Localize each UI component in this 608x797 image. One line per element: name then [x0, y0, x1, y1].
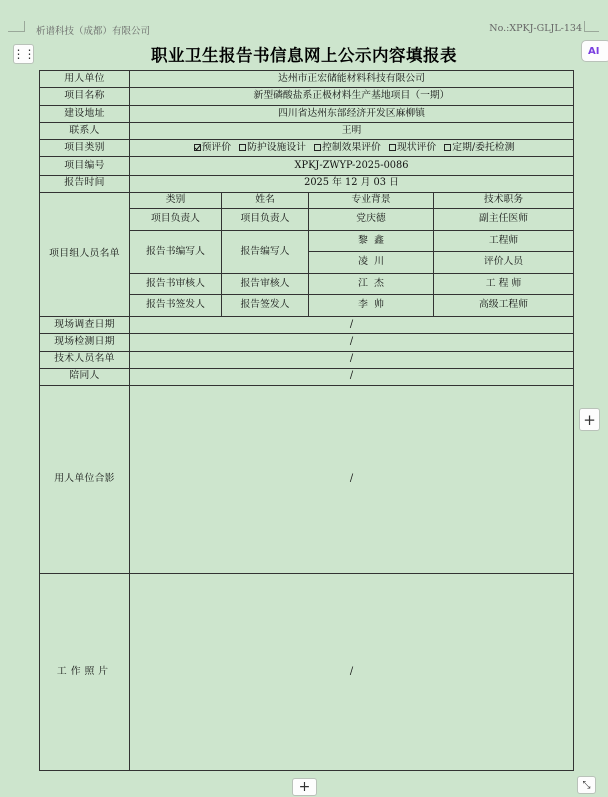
row-technicians: [40, 351, 574, 368]
personnel-role[interactable]: 报告签发人: [222, 295, 309, 317]
col-header-category: 类别: [130, 192, 222, 208]
personnel-name[interactable]: 党庆德: [309, 208, 434, 230]
personnel-title[interactable]: 副主任医师: [434, 208, 574, 230]
group-photo-value[interactable]: /: [130, 385, 574, 573]
option-periodic-detection: 定期/委托检测: [452, 142, 515, 154]
personnel-name[interactable]: 江 杰: [309, 274, 434, 295]
address-label: 建设地址: [40, 106, 130, 123]
checkbox-control-effect[interactable]: [314, 144, 321, 151]
group-photo-label: 用人单位合影: [40, 385, 130, 573]
contact-label: 联系人: [40, 123, 130, 140]
personnel-role[interactable]: 项目负责人: [222, 208, 309, 230]
page-title: 职业卫生报告书信息网上公示内容填报表: [151, 46, 457, 65]
personnel-name[interactable]: 李 帅: [309, 295, 434, 317]
option-control-effect: 控制效果评价: [322, 142, 381, 154]
row-project-type: [40, 140, 574, 157]
work-photo-value[interactable]: /: [130, 573, 574, 770]
detection-date-label: 现场检测日期: [40, 334, 130, 351]
corner-mark-top-left: [8, 21, 25, 32]
row-escort: [40, 368, 574, 385]
report-date-value[interactable]: 2025 年 12 月 03 日: [130, 175, 574, 192]
row-work-photo: [40, 573, 574, 770]
add-column-button[interactable]: +: [579, 408, 600, 431]
ai-icon: AI: [588, 45, 600, 57]
project-no-label: 项目编号: [40, 157, 130, 175]
drag-handle-icon[interactable]: ⋮⋮: [13, 44, 34, 64]
personnel-category: 报告书编写人: [130, 230, 222, 273]
personnel-role[interactable]: 报告审核人: [222, 274, 309, 295]
report-form-table: [39, 70, 574, 771]
employer-value[interactable]: 达州市正宏储能材料科技有限公司: [130, 71, 574, 88]
checkbox-periodic-detection[interactable]: [444, 144, 451, 151]
personnel-header-row: [40, 192, 574, 208]
technicians-label: 技术人员名单: [40, 351, 130, 368]
checkbox-pre-evaluation[interactable]: [194, 144, 201, 151]
option-status-evaluation: 现状评价: [396, 142, 437, 154]
col-header-title: 技术职务: [434, 192, 574, 208]
header-doc-number: No.:XPKJ-GLJL-134: [489, 23, 582, 34]
survey-date-label: 现场调查日期: [40, 317, 130, 334]
row-address: [40, 106, 574, 123]
row-report-date: [40, 175, 574, 192]
personnel-label: 项目组人员名单: [40, 192, 130, 317]
personnel-category: 报告书签发人: [130, 295, 222, 317]
col-header-background: 专业背景: [309, 192, 434, 208]
project-type-label: 项目类别: [40, 140, 130, 157]
address-value[interactable]: 四川省达州东部经济开发区麻柳镇: [130, 106, 574, 123]
work-photo-label: 工作照片: [40, 573, 130, 770]
col-header-name: 姓名: [222, 192, 309, 208]
checkbox-status-evaluation[interactable]: [389, 144, 396, 151]
personnel-category: 报告书审核人: [130, 274, 222, 295]
project-type-options: [130, 140, 574, 157]
escort-label: 陪同人: [40, 368, 130, 385]
personnel-role[interactable]: 报告编写人: [222, 230, 309, 273]
technicians-value[interactable]: /: [130, 351, 574, 368]
corner-mark-top-right: [584, 21, 599, 32]
project-name-label: 项目名称: [40, 88, 130, 106]
personnel-name[interactable]: 黎 鑫: [309, 230, 434, 251]
project-no-value[interactable]: XPKJ-ZWYP-2025-0086: [130, 157, 574, 175]
row-contact: [40, 123, 574, 140]
contact-value[interactable]: 王明: [130, 123, 574, 140]
report-date-label: 报告时间: [40, 175, 130, 192]
detection-date-value[interactable]: /: [130, 334, 574, 351]
project-name-value[interactable]: 新型磷酸盐系正极材料生产基地项目（一期）: [130, 88, 574, 106]
option-protection-design: 防护设施设计: [247, 142, 306, 154]
row-employer: [40, 71, 574, 88]
resize-icon[interactable]: ⤡: [577, 776, 596, 794]
survey-date-value[interactable]: /: [130, 317, 574, 334]
add-row-button[interactable]: +: [292, 778, 317, 796]
row-survey-date: [40, 317, 574, 334]
escort-value[interactable]: /: [130, 368, 574, 385]
checkbox-protection-design[interactable]: [239, 144, 246, 151]
personnel-title[interactable]: 高级工程师: [434, 295, 574, 317]
row-detection-date: [40, 334, 574, 351]
row-project-no: [40, 157, 574, 175]
personnel-title[interactable]: 评价人员: [434, 251, 574, 273]
personnel-category: 项目负责人: [130, 208, 222, 230]
employer-label: 用人单位: [40, 71, 130, 88]
option-pre-evaluation: 预评价: [201, 142, 232, 154]
personnel-title[interactable]: 工 程 师: [434, 274, 574, 295]
row-group-photo: [40, 385, 574, 573]
personnel-name[interactable]: 凌 川: [309, 251, 434, 273]
row-project-name: [40, 88, 574, 106]
ai-assistant-button[interactable]: [581, 40, 608, 62]
header-company: 析谱科技（成都）有限公司: [36, 26, 151, 37]
personnel-title[interactable]: 工程师: [434, 230, 574, 251]
